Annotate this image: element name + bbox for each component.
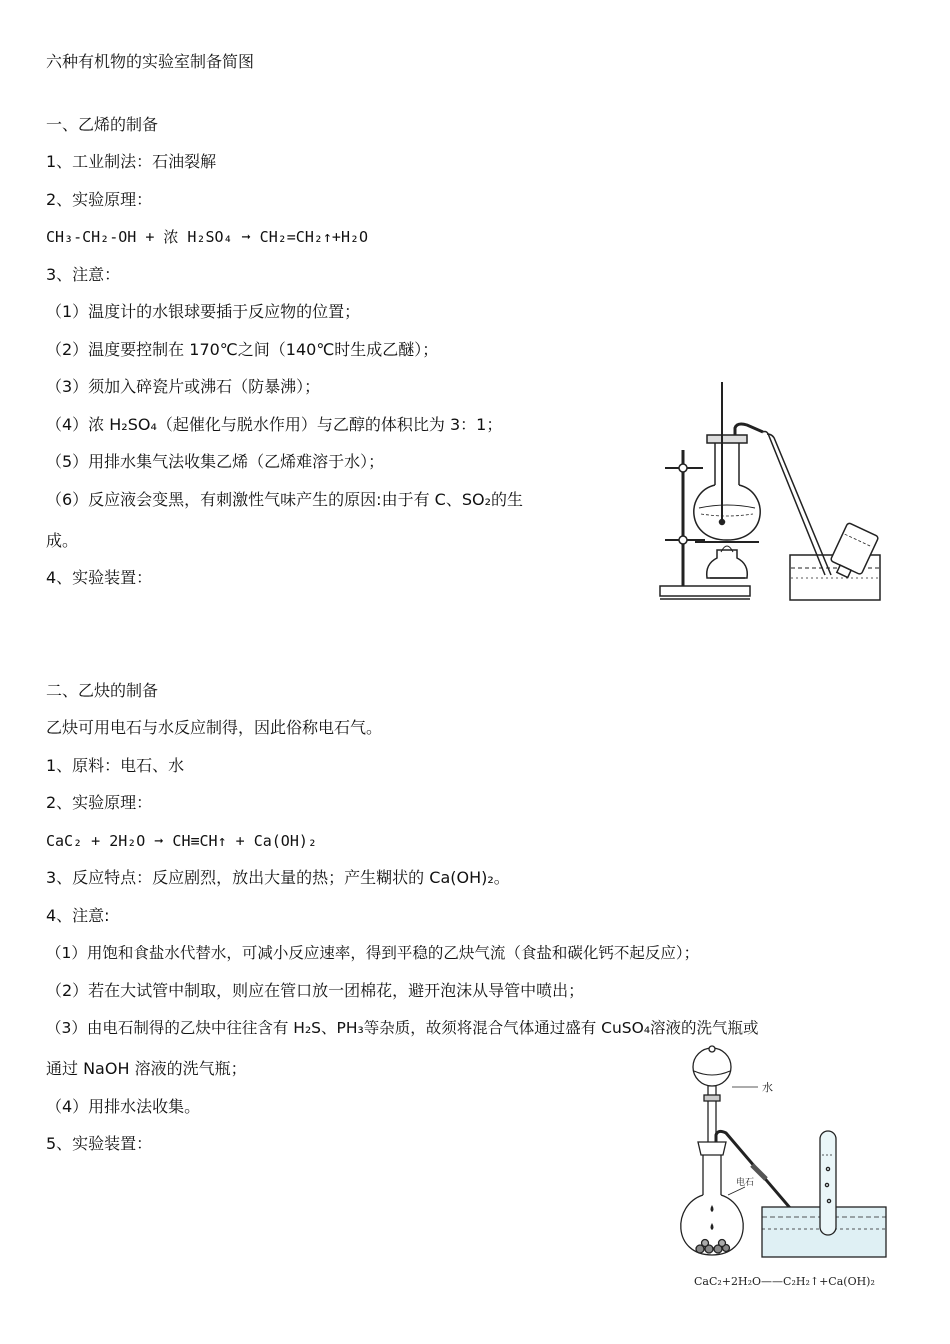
ethylene-note-2: （2）温度要控制在 170℃之间（140℃时生成乙醚）； [46,340,439,359]
acetylene-apparatus-diagram [670,1045,905,1290]
ethylene-industrial-method: 1、工业制法：石油裂解 [46,152,217,171]
acetylene-note-1: （1）用饱和食盐水代替水，可减小反应速率，得到平稳的乙炔气流（食盐和碳化钙不起反应）； [46,944,700,962]
acetylene-note-3: （3）由电石制得的乙炔中往往含有 H₂S、PH₃等杂质，故须将混合气体通过盛有 CuSO₄溶液的洗气瓶或 [46,1019,759,1037]
figure-caption: CaC₂+2H₂O——C₂H₂↑+Ca(OH)₂ [694,1275,875,1288]
section-heading-acetylene: 二、乙炔的制备 [46,681,159,700]
section-heading-ethylene: 一、乙烯的制备 [46,115,159,134]
acetylene-intro: 乙炔可用电石与水反应制得，因此俗称电石气。 [46,718,383,737]
stopper [707,435,747,443]
ethylene-note-5: （5）用排水集气法收集乙烯（乙烯难溶于水）； [46,452,385,471]
round-bottom-flask [694,485,760,540]
acetylene-note-4: （4）用排水法收集。 [46,1097,201,1116]
flask-stopper [698,1142,726,1155]
ethylene-principle-label: 2、实验原理： [46,190,153,209]
acetylene-apparatus-label: 5、实验装置： [46,1134,153,1153]
ethylene-note-6: （6）反应液会变黑，有刺激性气味产生的原因:由于有 C、SO₂的生 [46,490,523,509]
ethylene-note-6-cont: 成。 [46,531,79,550]
acetylene-notes-label: 4、注意: [46,906,110,925]
stopcock [704,1095,720,1101]
ethylene-apparatus-label: 4、实验装置： [46,568,153,587]
label-carbide: 电石 [736,1178,755,1188]
ethylene-note-1: （1）温度计的水银球要插于反应物的位置； [46,302,361,321]
delivery-tube [763,432,825,576]
page-title: 六种有机物的实验室制备简图 [46,52,255,71]
label-water: 水 [762,1081,773,1094]
ethylene-note-4: （4）浓 H₂SO₄（起催化与脱水作用）与乙醇的体积比为 3：1； [46,415,503,434]
acetylene-note-3-cont: 通过 NaOH 溶液的洗气瓶； [46,1059,247,1078]
acetylene-equation: CaC₂ + 2H₂O ➞ CH≡CH↑ + Ca(OH)₂ [46,832,317,850]
stand-base [660,586,750,596]
acetylene-materials: 1、原料：电石、水 [46,756,185,775]
ethylene-note-3: （3）须加入碎瓷片或沸石（防暴沸）； [46,377,321,396]
separatory-funnel [693,1048,731,1086]
acetylene-principle-label: 2、实验原理： [46,793,153,812]
ethylene-notes-label: 3、注意： [46,265,121,284]
ethylene-equation: CH₃-CH₂-OH + 浓 H₂SO₄ ➞ CH₂=CH₂↑+H₂O [46,228,369,246]
collection-bottle [827,522,879,582]
acetylene-reaction-features: 3、反应特点：反应剧烈，放出大量的热；产生糊状的 Ca(OH)₂。 [46,868,510,887]
ethylene-apparatus-diagram [655,380,885,605]
acetylene-note-2: （2）若在大试管中制取，则应在管口放一团棉花，避开泡沫从导管中喷出； [46,981,585,1000]
alcohol-lamp [707,550,748,578]
